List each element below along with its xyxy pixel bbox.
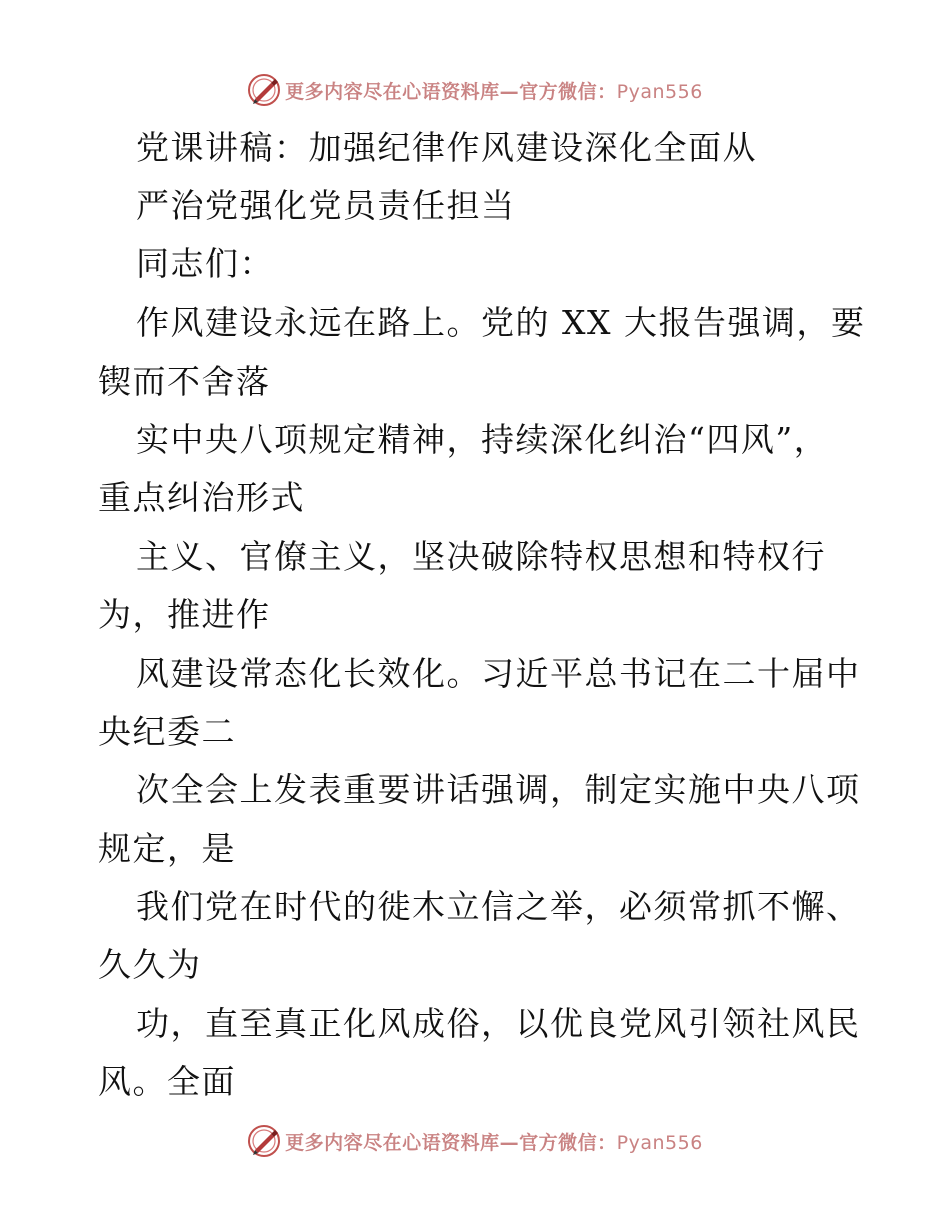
- paragraph-line: 主义、官僚主义，坚决破除特权思想和特权行: [136, 537, 826, 576]
- paragraph-line: 功，直至真正化风成俗，以优良党风引领社风民: [136, 1004, 861, 1043]
- paragraph-line: 作风建设永远在路上。党的 XX 大报告强调，要: [136, 303, 866, 342]
- document-title-line-1: 党课讲稿：加强纪律作风建设深化全面从: [136, 128, 757, 167]
- paragraph-line: 央纪委二: [98, 712, 236, 751]
- header-watermark: [0, 70, 950, 110]
- paragraph-line: 规定，是: [98, 829, 236, 868]
- watermark-wechat-id: Pyan556: [616, 1131, 703, 1154]
- salutation: 同志们：: [136, 244, 274, 283]
- watermark-label: 更多内容尽在心语资料库—官方微信：: [285, 1131, 617, 1154]
- paragraph-line: 久久为: [98, 945, 202, 984]
- watermark-text: [285, 1128, 703, 1155]
- pen-logo-icon: [247, 73, 281, 107]
- paragraph-line: 锲而不舍落: [98, 362, 271, 401]
- pen-logo-icon: [247, 1124, 281, 1158]
- footer-watermark: [0, 1121, 950, 1161]
- paragraph-line: 重点纠治形式: [98, 478, 305, 517]
- paragraph-line: 我们党在时代的徙木立信之举，必须常抓不懈、: [136, 887, 861, 926]
- paragraph-line: 风。全面: [98, 1062, 236, 1101]
- watermark-label: 更多内容尽在心语资料库—官方微信：: [285, 80, 617, 103]
- watermark-text: [285, 77, 703, 104]
- paragraph-line: 次全会上发表重要讲话强调，制定实施中央八项: [136, 770, 861, 809]
- watermark-wechat-id: Pyan556: [616, 80, 703, 103]
- paragraph-line: 为，推进作: [98, 595, 271, 634]
- paragraph-line: 实中央八项规定精神，持续深化纠治“四风”，: [136, 420, 829, 459]
- paragraph-line: 风建设常态化长效化。习近平总书记在二十届中: [136, 654, 861, 693]
- document-title-line-2: 严治党强化党员责任担当: [136, 186, 516, 225]
